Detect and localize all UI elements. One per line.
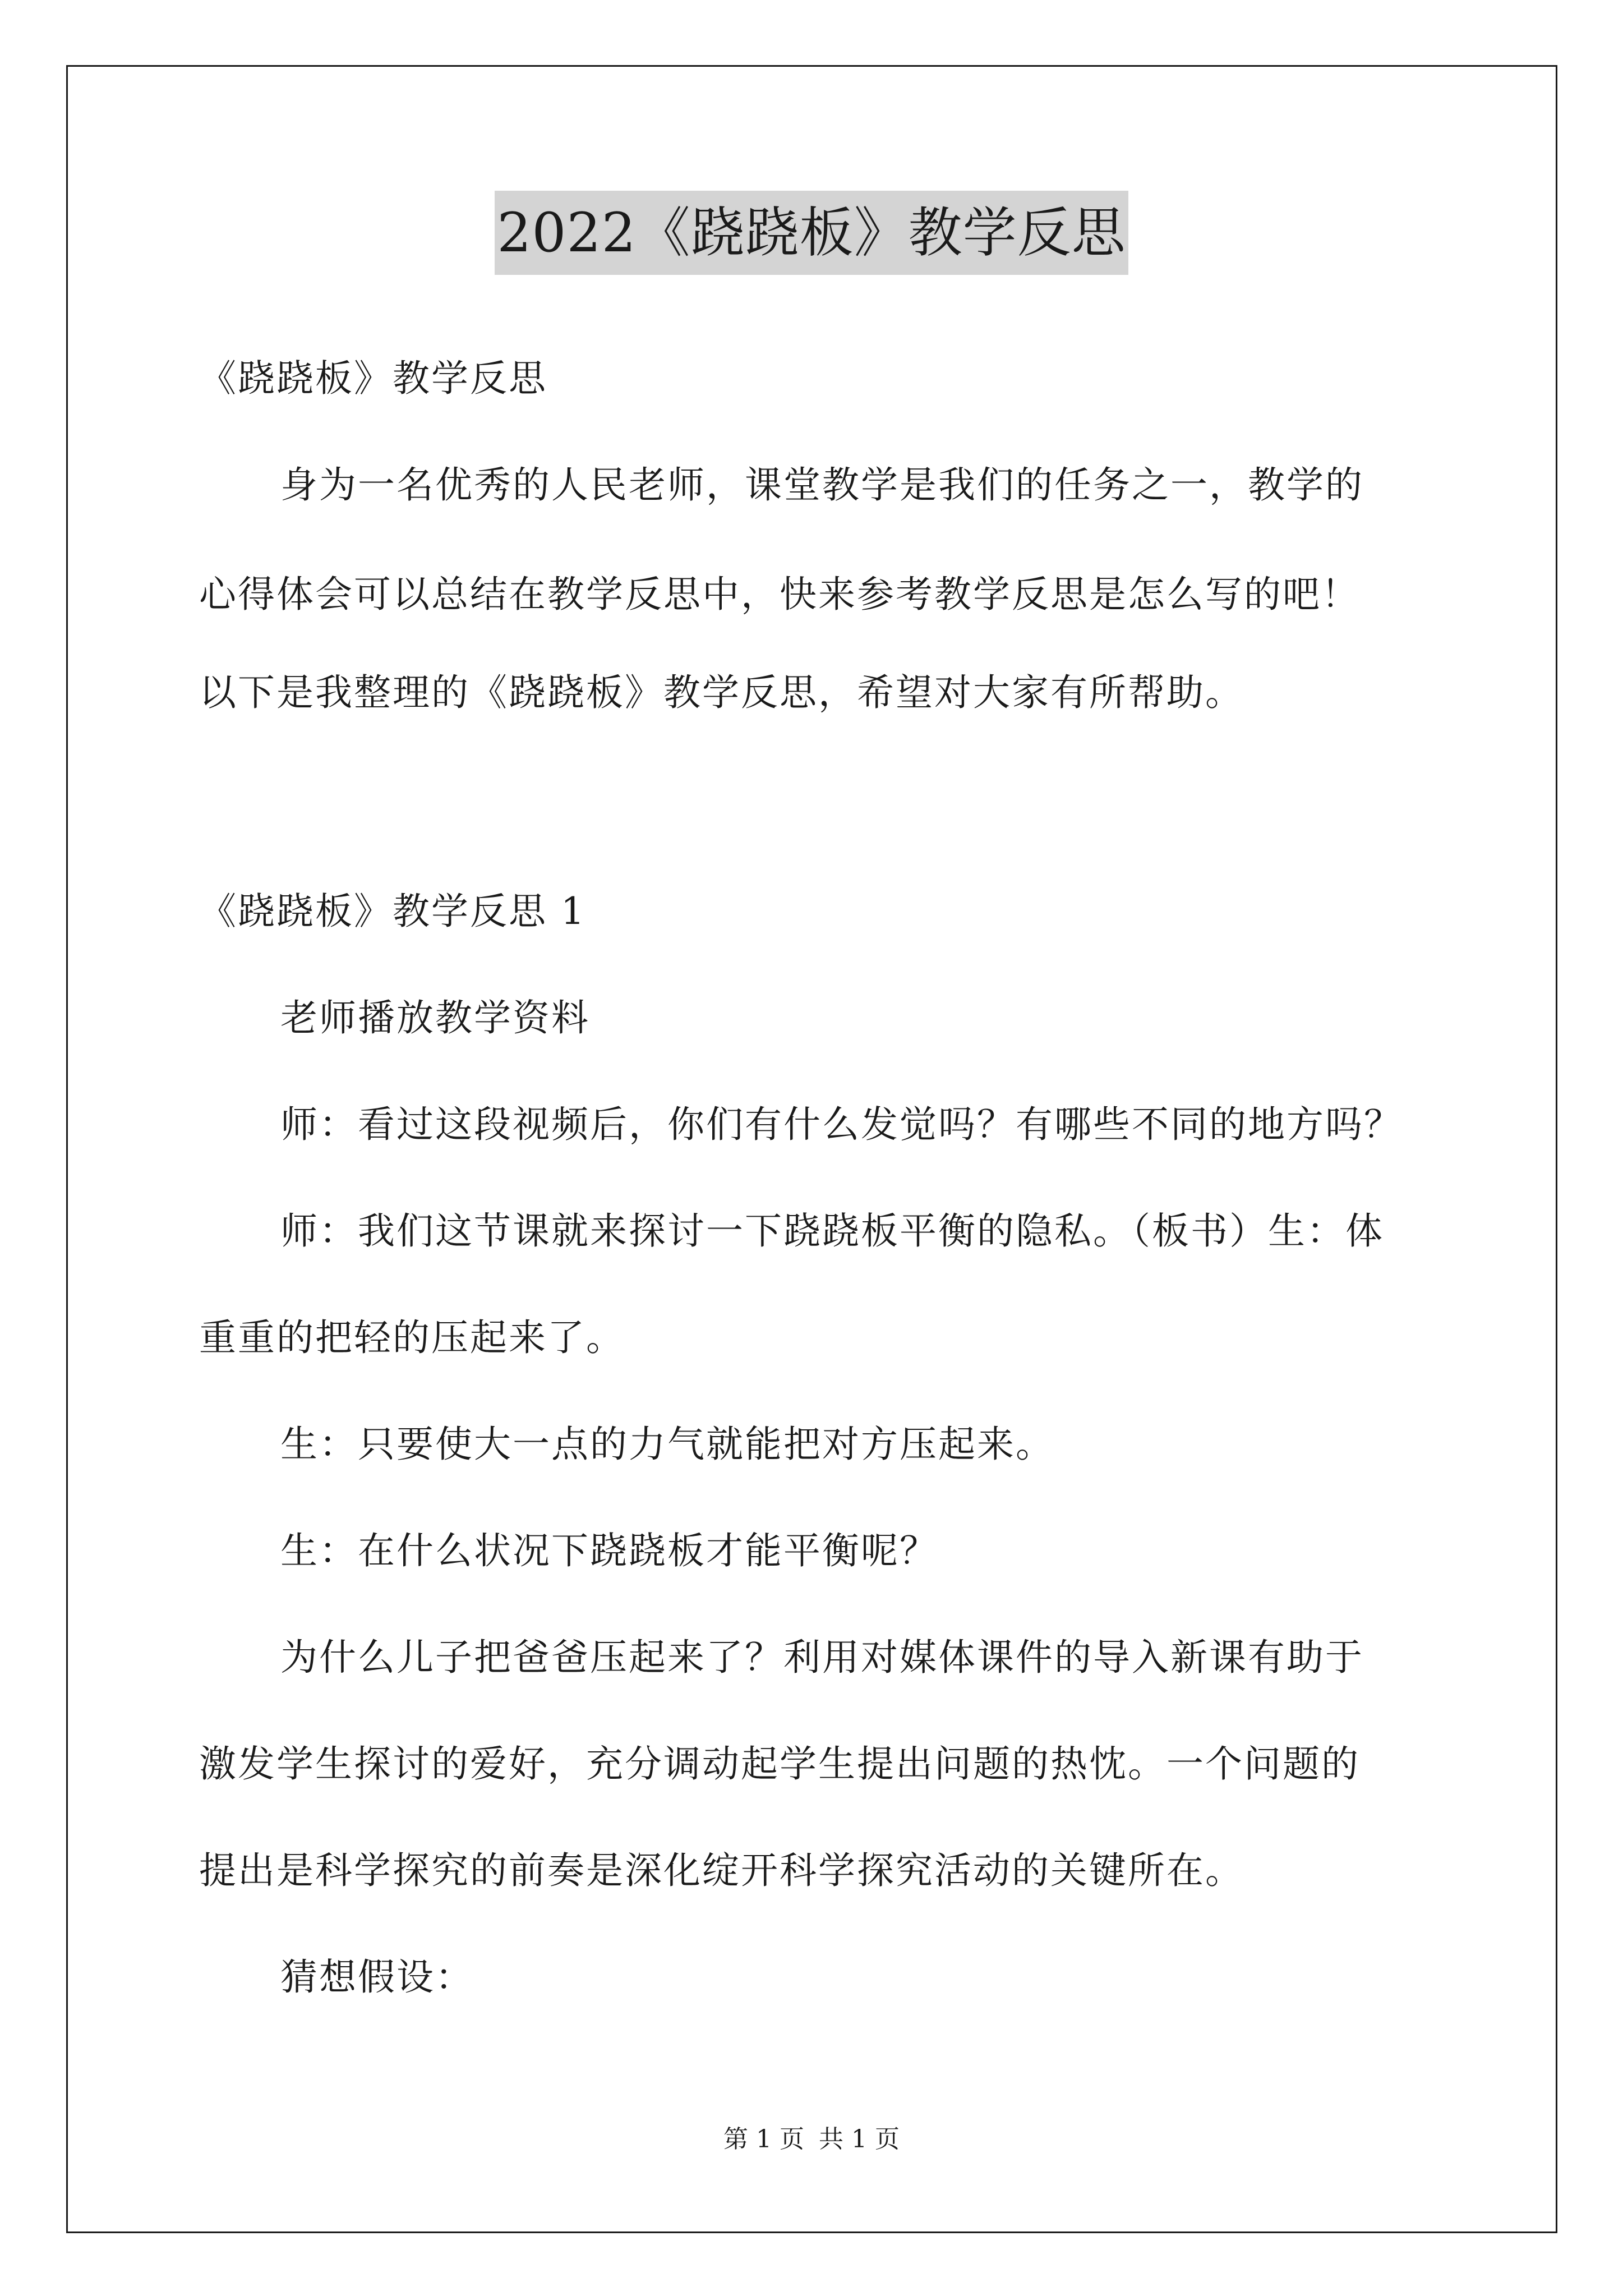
paragraph-line: 生：只要使大一点的力气就能把对方压起来。 xyxy=(280,1423,1054,1466)
paragraph-line: 以下是我整理的《跷跷板》教学反思，希望对大家有所帮助。 xyxy=(199,671,1244,714)
paragraph-line: 提出是科学探究的前奏是深化绽开科学探究活动的关键所在。 xyxy=(199,1849,1244,1892)
section-heading: 《跷跷板》教学反思 xyxy=(199,357,547,400)
paragraph-line: 心得体会可以总结在教学反思中，快来参考教学反思是怎么写的吧！ xyxy=(199,573,1360,616)
paragraph-line: 老师播放教学资料 xyxy=(280,996,590,1039)
page-footer xyxy=(0,2123,1623,2156)
paragraph-line: 为什么儿子把爸爸压起来了？利用对媒体课件的导入新课有助于 xyxy=(280,1636,1364,1679)
paragraph-line: 师：看过这段视频后，你们有什么发觉吗？有哪些不同的地方吗？ xyxy=(280,1103,1403,1146)
document-title: 2022《跷跷板》教学反思 xyxy=(495,191,1128,275)
paragraph-line: 生：在什么状况下跷跷板才能平衡呢？ xyxy=(280,1529,938,1572)
title-container xyxy=(0,191,1623,275)
page-number: 第 1 页 xyxy=(723,2125,804,2154)
paragraph-line: 重重的把轻的压起来了。 xyxy=(199,1316,625,1359)
section-heading: 《跷跷板》教学反思 1 xyxy=(199,890,586,933)
paragraph-line: 猜想假设： xyxy=(280,1955,474,1999)
paragraph-line: 激发学生探讨的爱好，充分调动起学生提出问题的热忱。一个问题的 xyxy=(199,1742,1360,1786)
paragraph-line: 师：我们这节课就来探讨一下跷跷板平衡的隐私。（板书）生：体 xyxy=(280,1209,1384,1253)
paragraph-line: 身为一名优秀的人民老师，课堂教学是我们的任务之一，教学的 xyxy=(280,463,1364,507)
page-total: 共 1 页 xyxy=(819,2125,900,2154)
